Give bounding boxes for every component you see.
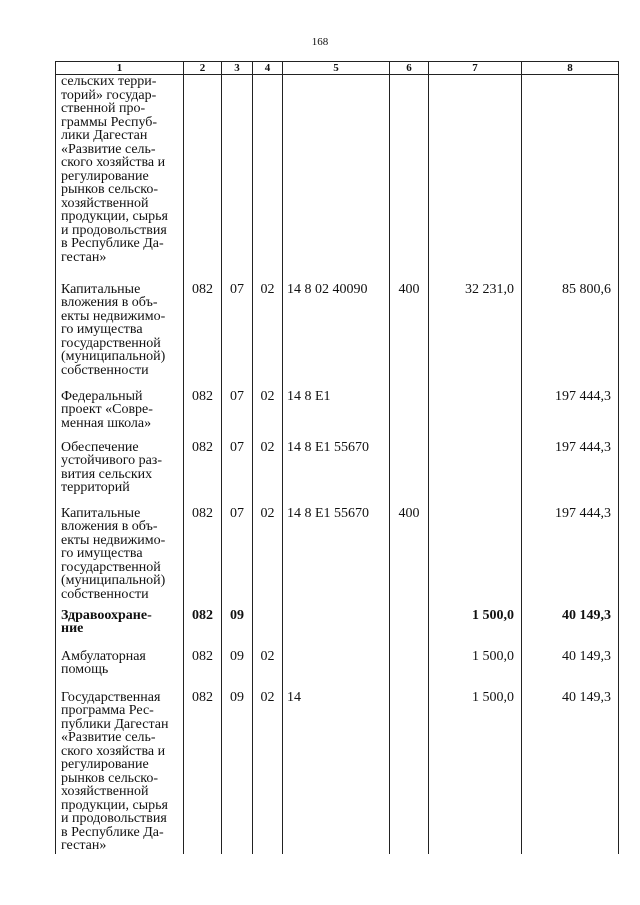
amount-col7-cell: 32 231,0 <box>429 283 522 390</box>
target-article-cell <box>283 650 390 691</box>
row-name: Амбулаторная помощь <box>61 648 146 677</box>
subsection-code-cell: 02 <box>253 283 283 390</box>
row-name-cell <box>56 441 184 507</box>
target-article-cell <box>283 75 390 283</box>
table-row <box>56 441 619 507</box>
expense-type-cell <box>390 691 429 854</box>
row-name-cell <box>56 283 184 390</box>
section-code-cell: 09 <box>222 691 253 854</box>
subsection-code-cell: 02 <box>253 390 283 441</box>
table-row <box>56 75 619 283</box>
amount-col7-cell <box>429 75 522 283</box>
row-name-cell <box>56 609 184 650</box>
amount-col8-cell: 85 800,6 <box>522 283 619 390</box>
row-name: Обеспечение устойчивого раз- вития сельских территорий <box>61 439 162 495</box>
amount-col7-cell: 1 500,0 <box>429 650 522 691</box>
ministry-code-cell: 082 <box>184 691 222 854</box>
subsection-code-cell: 02 <box>253 441 283 507</box>
amount-col8-cell: 40 149,3 <box>522 650 619 691</box>
column-header: 2 <box>184 62 222 75</box>
expense-type-cell <box>390 441 429 507</box>
target-article-cell: 14 8 02 40090 <box>283 283 390 390</box>
amount-col8-cell: 197 444,3 <box>522 441 619 507</box>
expense-type-cell: 400 <box>390 507 429 609</box>
row-name-cell <box>56 390 184 441</box>
target-article-cell: 14 <box>283 691 390 854</box>
row-name: Капитальные вложения в объ- екты недвижимо- го имущества государственной (муниципальной) собственности <box>61 281 166 378</box>
row-name-cell <box>56 507 184 609</box>
section-code-cell <box>222 75 253 283</box>
column-header: 3 <box>222 62 253 75</box>
row-name-cell <box>56 75 184 283</box>
amount-col8-cell: 197 444,3 <box>522 507 619 609</box>
expense-type-cell <box>390 390 429 441</box>
subsection-code-cell <box>253 75 283 283</box>
column-header: 7 <box>429 62 522 75</box>
column-header: 4 <box>253 62 283 75</box>
amount-col8-cell <box>522 75 619 283</box>
target-article-cell: 14 8 E1 55670 <box>283 507 390 609</box>
row-name: Капитальные вложения в объ- екты недвижимо- го имущества государственной (муниципальной) собственности <box>61 505 166 602</box>
table-row-section <box>56 609 619 650</box>
table-header-row <box>56 62 619 75</box>
section-code-cell: 09 <box>222 609 253 650</box>
amount-col8-cell: 40 149,3 <box>522 609 619 650</box>
amount-col7-cell: 1 500,0 <box>429 691 522 854</box>
subsection-code-cell: 02 <box>253 507 283 609</box>
subsection-code-cell <box>253 609 283 650</box>
ministry-code-cell: 082 <box>184 609 222 650</box>
ministry-code-cell: 082 <box>184 390 222 441</box>
table-row <box>56 507 619 609</box>
section-code-cell: 07 <box>222 390 253 441</box>
amount-col7-cell <box>429 441 522 507</box>
amount-col7-cell: 1 500,0 <box>429 609 522 650</box>
row-name: Государственная программа Рес- публики Дагестан «Развитие сель- ского хозяйства и регулирование рынков сельско- хозяйственной продукции, сырья и продовольствия в Республике Да- гестан» <box>61 689 169 853</box>
column-header: 5 <box>283 62 390 75</box>
row-name-cell <box>56 691 184 854</box>
table-row <box>56 691 619 854</box>
ministry-code-cell: 082 <box>184 650 222 691</box>
subsection-code-cell: 02 <box>253 691 283 854</box>
subsection-code-cell: 02 <box>253 650 283 691</box>
expense-type-cell <box>390 609 429 650</box>
table-row <box>56 390 619 441</box>
target-article-cell: 14 8 E1 55670 <box>283 441 390 507</box>
column-header: 1 <box>56 62 184 75</box>
ministry-code-cell: 082 <box>184 283 222 390</box>
table-row <box>56 650 619 691</box>
section-code-cell: 07 <box>222 507 253 609</box>
row-name: сельских терри- торий» государ- ственной про- граммы Респуб- лики Дагестан «Развитие сель- ского хозяйства и регулирование рынков сельско- хозяйственной продукции, сырья и продовольствия в Республике Да- гестан» <box>61 74 168 265</box>
budget-table-wrapper <box>55 61 618 853</box>
section-code-cell: 09 <box>222 650 253 691</box>
amount-col8-cell: 197 444,3 <box>522 390 619 441</box>
ministry-code-cell: 082 <box>184 441 222 507</box>
amount-col7-cell <box>429 390 522 441</box>
expense-type-cell: 400 <box>390 283 429 390</box>
row-name-cell <box>56 650 184 691</box>
budget-table <box>55 61 619 854</box>
expense-type-cell <box>390 650 429 691</box>
section-code-cell: 07 <box>222 283 253 390</box>
amount-col8-cell: 40 149,3 <box>522 691 619 854</box>
column-header: 6 <box>390 62 429 75</box>
column-header: 8 <box>522 62 619 75</box>
amount-col7-cell <box>429 507 522 609</box>
target-article-cell <box>283 609 390 650</box>
page-number: 168 <box>311 36 329 48</box>
table-row <box>56 283 619 390</box>
ministry-code-cell: 082 <box>184 507 222 609</box>
ministry-code-cell <box>184 75 222 283</box>
row-name: Федеральный проект «Совре- менная школа» <box>61 388 153 431</box>
section-code-cell: 07 <box>222 441 253 507</box>
target-article-cell: 14 8 E1 <box>283 390 390 441</box>
expense-type-cell <box>390 75 429 283</box>
row-name: Здравоохране- ние <box>61 607 152 636</box>
